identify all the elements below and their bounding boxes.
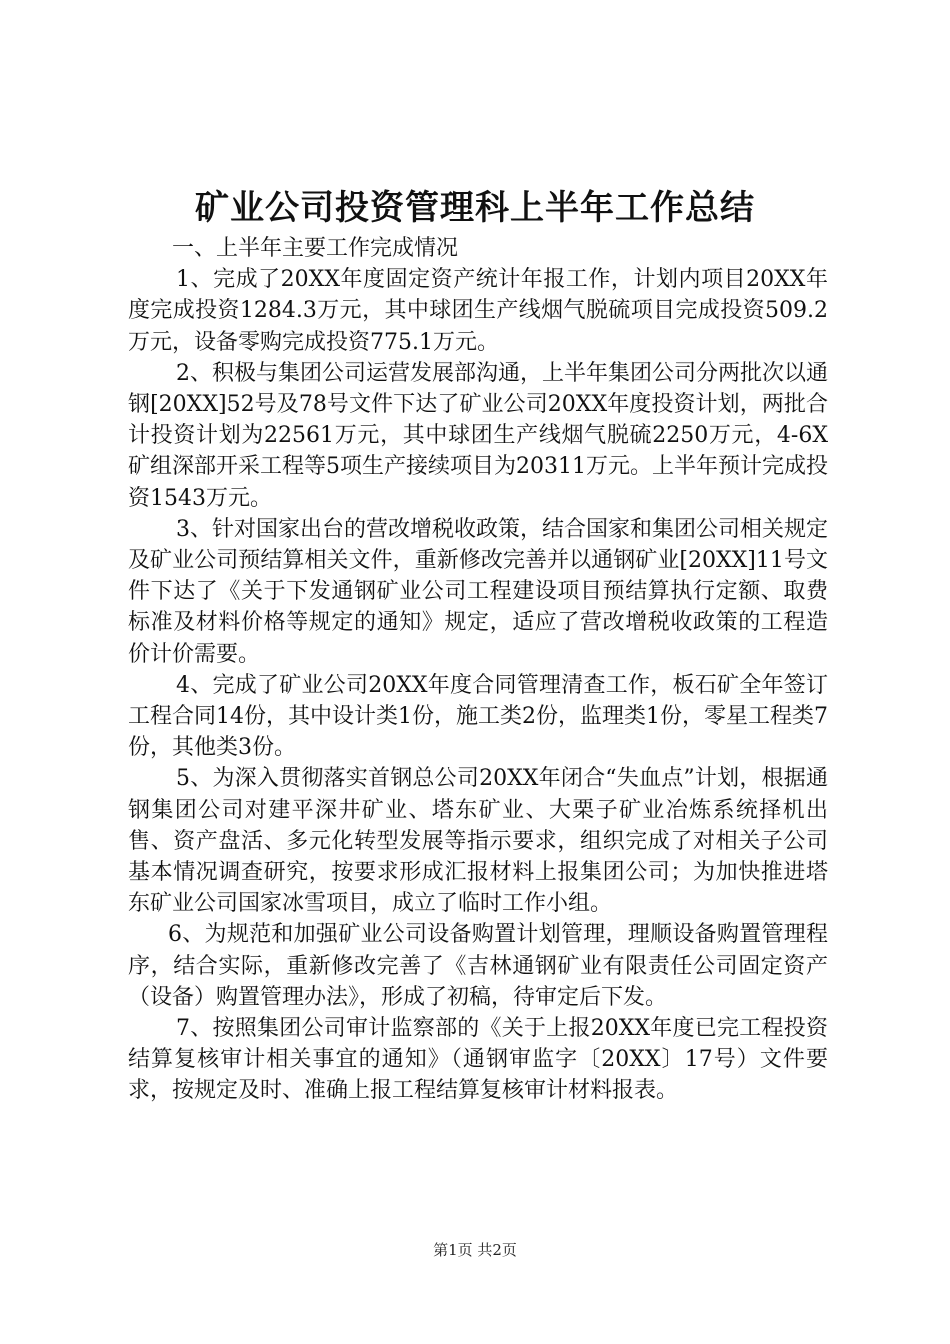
paragraph-5: 5、为深入贯彻落实首钢总公司20XX年闭合“失血点”计划，根据通钢集团公司对建平深井矿业、塔东矿业、大栗子矿业冶炼系统择机出售、资产盘活、多元化转型发展等指示要求，组织完成了对相关子公司基本情况调查研究，按要求形成汇报材料上报集团公司；为加快推进塔东矿业公司国家冰雪项目，成立了临时工作小组。 bbox=[128, 766, 828, 917]
document-title: 矿业公司投资管理科上半年工作总结 bbox=[195, 188, 755, 228]
paragraph-2: 2、积极与集团公司运营发展部沟通，上半年集团公司分两批次以通钢[20XX]52号及78号文件下达了矿业公司20XX年度投资计划，两批合计投资计划为22561万元，其中球团生产线烟气脱硫2250万元，4-6X矿组深部开采工程等5项生产接续项目为20311万元。上半年预计完成投资1543万元。 bbox=[128, 360, 828, 511]
page-footer: 第1页 共2页 bbox=[433, 1241, 517, 1259]
paragraph-1: 1、完成了20XX年度固定资产统计年报工作，计划内项目20XX年度完成投资1284.3万元，其中球团生产线烟气脱硫项目完成投资509.2万元，设备零购完成投资775.1万元。 bbox=[128, 267, 828, 355]
paragraph-6: 6、为规范和加强矿业公司设备购置计划管理，理顺设备购置管理程序，结合实际，重新修改完善了《吉林通钢矿业有限责任公司固定资产（设备）购置管理办法》，形成了初稿，待审定后下发。 bbox=[128, 922, 828, 1010]
paragraph-4: 4、完成了矿业公司20XX年度合同管理清查工作，板石矿全年签订工程合同14份，其中设计类1份，施工类2份，监理类1份，零星工程类7份，其他类3份。 bbox=[128, 672, 828, 761]
document-body bbox=[128, 233, 828, 1107]
paragraph-7: 7、按照集团公司审计监察部的《关于上报20XX年度已完工程投资结算复核审计相关事宜的通知》（通钢审监字〔20XX〕17号）文件要求，按规定及时、准确上报工程结算复核审计材料报表。 bbox=[128, 1016, 828, 1104]
paragraph-3: 3、针对国家出台的营改增税收政策，结合国家和集团公司相关规定及矿业公司预结算相关文件，重新修改完善并以通钢矿业[20XX]11号文件下达了《关于下发通钢矿业公司工程建设项目预结算执行定额、取费标准及材料价格等规定的通知》规定，适应了营改增税收政策的工程造价计价需要。 bbox=[128, 516, 828, 667]
section-heading: 一、上半年主要工作完成情况 bbox=[172, 236, 459, 261]
